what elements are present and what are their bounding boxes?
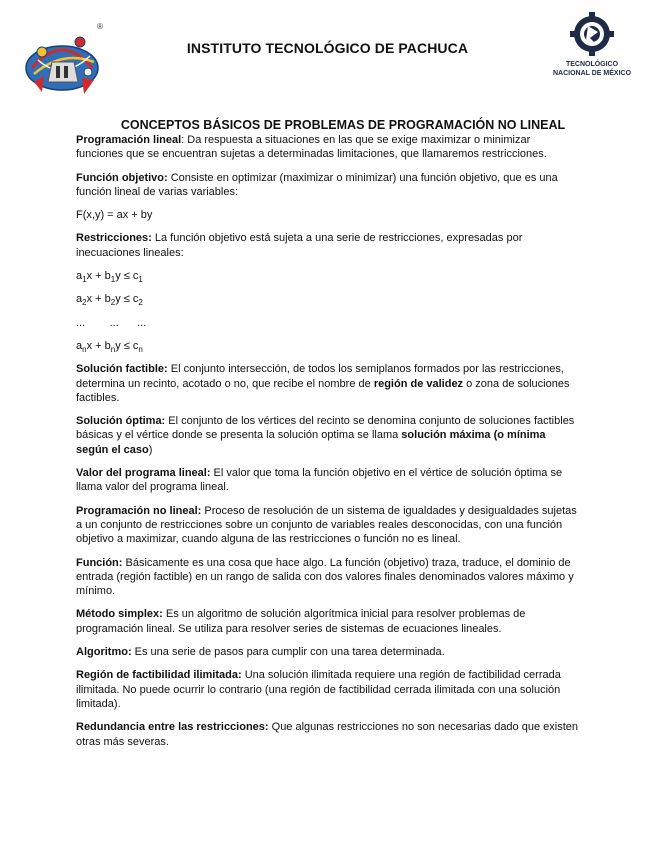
definition-text: Una solución ilimitada requiere una región de factibilidad cerrada ilimitada. No puede ocurrir lo contrario (una región de factibilidad cerrada ilimitada con una solución limitada).: [76, 669, 561, 710]
emphasis: región de validez: [373, 377, 464, 390]
definition-programacion-no-lineal: [76, 504, 578, 547]
definition-text: Consiste en optimizar (maximizar o minimizar) una función objetivo, que es una función lineal de varias variables:: [76, 171, 558, 198]
definition-text: La función objetivo está sujeta a una serie de restricciones, expresadas por inecuaciones lineales:: [76, 232, 523, 259]
definition-restricciones: [76, 231, 578, 260]
constraint-ellipsis: ... ... ...: [76, 316, 147, 329]
definition-text: ): [148, 443, 153, 456]
registered-mark: ®: [97, 22, 103, 31]
tecnm-line1: TECNOLÓGICO: [565, 61, 619, 68]
constraint-row-2: $a_2x + b_2y \le c_2$: [76, 293, 143, 308]
definition-region-ilimitada: [76, 668, 578, 711]
definition-text: Proceso de resolución de un sistema de igualdades y desigualdades sujetas a un conjunto de restricciones sobre un conjunto de variables reales desconocidas, con una función objetivo a maximizar, cuando alguna de las restricciones o función no es lineal.: [76, 504, 577, 546]
term: Algoritmo:: [76, 646, 132, 659]
definition-text: El valor que toma la función objetivo en el vértice de solución óptima se llama valor del programa lineal.: [76, 467, 563, 494]
term: Método simplex:: [76, 608, 163, 621]
definition-text: Es un algoritmo de solución algorítmica inicial para resolver problemas de programación lineal. Se utiliza para resolver series de sistemas de ecuaciones lineales.: [76, 608, 526, 635]
definition-redundancia: [76, 720, 578, 749]
definition-funcion: [76, 556, 578, 599]
term: Función:: [76, 556, 123, 569]
term: Función objetivo:: [76, 171, 168, 184]
itp-logo-icon: [22, 22, 114, 100]
definition-text: Es una serie de pasos para cumplir con una tarea determinada.: [131, 646, 445, 659]
document-body: [76, 133, 578, 758]
definition-text: : Da respuesta a situaciones en las que se exige maximizar o minimizar funciones que se encuentran sujetas a determinadas limitaciones, que llamaremos restricciones.: [76, 134, 547, 161]
definition-text: El conjunto de los vértices del recinto se denomina conjunto de soluciones factibles básicas y el vértice donde se presenta la solución optima se llama: [76, 415, 575, 442]
definition-solucion-optima: [76, 414, 578, 457]
term: Programación lineal: [76, 134, 182, 146]
term: Programación no lineal:: [76, 504, 202, 517]
definition-text: o zona de soluciones factibles.: [76, 377, 570, 404]
constraint-row-1: $a_1x + b_1y \le c_1$: [76, 270, 143, 285]
page-header: [0, 0, 655, 100]
formula-funcion-objetivo: F(x,y) = ax + by: [76, 209, 153, 222]
term: Restricciones:: [76, 232, 152, 245]
tecnm-line2: NACIONAL DE MÉXICO: [552, 70, 632, 77]
emphasis: solución máxima (o mínima según el caso: [76, 429, 546, 456]
term: Valor del programa lineal:: [76, 467, 211, 480]
institution-title: INSTITUTO TECNOLÓGICO DE PACHUCA: [186, 40, 469, 56]
term: Solución factible:: [76, 363, 168, 376]
definition-algoritmo: [76, 645, 578, 659]
definition-text: Básicamente es una cosa que hace algo. La función (objetivo) traza, traduce, el dominio de entrada (región factible) en un rango de salida con dos valores finales denominados valores máximo y mínimo.: [76, 556, 574, 598]
definition-metodo-simplex: [76, 607, 578, 636]
document-title: CONCEPTOS BÁSICOS DE PROBLEMAS DE PROGRAMACIÓN NO LINEAL: [120, 118, 566, 132]
term: Solución óptima:: [76, 415, 166, 428]
term: Redundancia entre las restricciones:: [76, 721, 269, 734]
constraint-row-n: $a_nx + b_ny \le c_n$: [76, 339, 143, 355]
definition-funcion-objetivo: [76, 171, 578, 200]
term: Región de factibilidad ilimitada:: [76, 669, 242, 682]
definition-text: Que algunas restricciones no son necesarias dado que existen otras más severas.: [76, 721, 578, 748]
definition-text: El conjunto intersección, de todos los semiplanos formados por las restricciones, determina un recinto, acotado o no, que recibe el nombre de: [76, 363, 564, 390]
definition-solucion-factible: [76, 362, 578, 405]
definition-valor-programa: [76, 466, 578, 495]
definition-programacion-lineal: [76, 133, 578, 162]
tecnm-logo-icon: [546, 12, 638, 92]
tecnm-wordmark: [540, 60, 644, 78]
